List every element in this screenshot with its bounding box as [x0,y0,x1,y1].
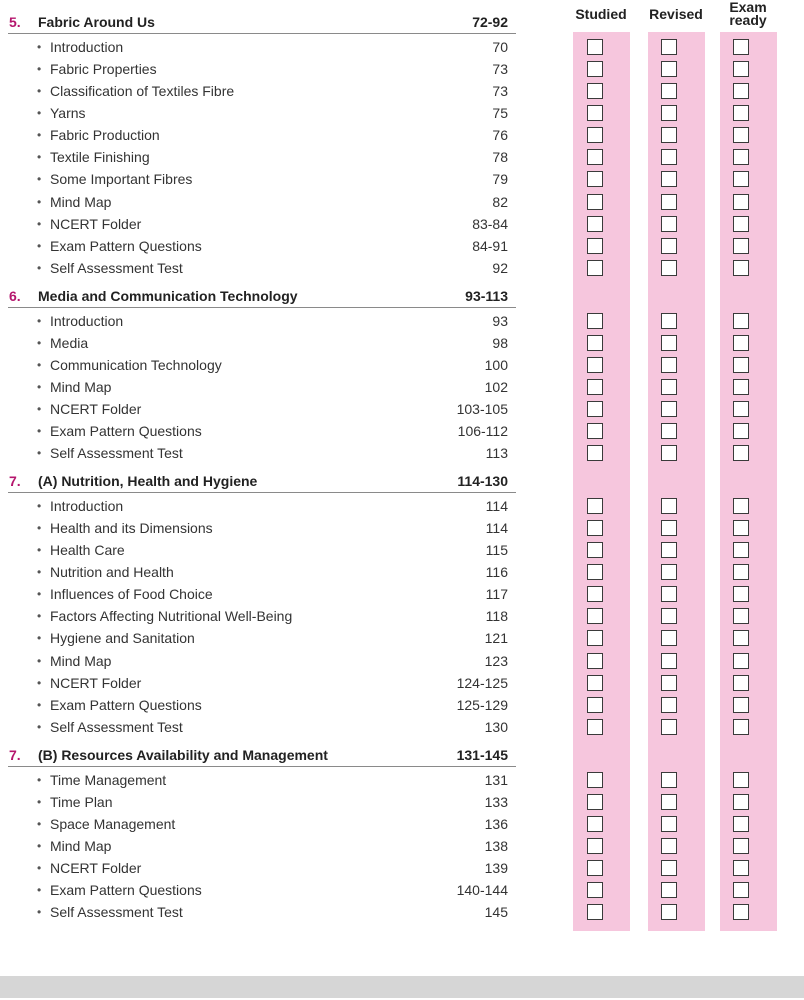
bullet-icon: • [37,402,42,417]
topic-page-number: 133 [484,793,508,810]
studied-checkbox[interactable] [587,445,603,461]
revised-checkbox[interactable] [661,675,677,691]
exam-ready-checkbox[interactable] [733,608,749,624]
topic-label: Introduction [50,312,124,329]
studied-checkbox[interactable] [587,520,603,536]
studied-checkbox[interactable] [587,586,603,602]
exam-ready-checkbox[interactable] [733,794,749,810]
revised-checkbox[interactable] [661,586,677,602]
topic-page-number: 123 [484,652,508,669]
revised-checkbox[interactable] [661,816,677,832]
exam-ready-checkbox[interactable] [733,904,749,920]
topic-page-number: 76 [492,127,508,144]
bullet-icon: • [37,335,42,350]
topic-page-number: 125-129 [456,696,508,713]
bullet-icon: • [37,83,42,98]
topic-label: NCERT Folder [50,674,142,691]
bullet-icon: • [37,794,42,809]
exam-ready-checkbox[interactable] [733,445,749,461]
bullet-icon: • [37,128,42,143]
revised-checkbox[interactable] [661,401,677,417]
exam-ready-checkbox[interactable] [733,860,749,876]
bullet-icon: • [37,357,42,372]
bullet-icon: • [37,446,42,461]
revised-checkbox[interactable] [661,423,677,439]
bullet-icon: • [37,61,42,76]
topic-label: Space Management [50,815,176,832]
exam-ready-checkbox[interactable] [733,772,749,788]
topic-label: Time Plan [50,793,113,810]
bullet-icon: • [37,172,42,187]
exam-ready-checkbox[interactable] [733,423,749,439]
topic-page-number: 138 [484,837,508,854]
topic-label: Factors Affecting Nutritional Well-Being [50,608,293,625]
exam-ready-checkbox[interactable] [733,105,749,121]
bullet-icon: • [37,39,42,54]
footer-bar [0,976,804,998]
topic-page-number: 124-125 [456,674,508,691]
revised-checkbox[interactable] [661,904,677,920]
revised-checkbox[interactable] [661,498,677,514]
topic-label: Influences of Food Choice [50,586,213,603]
topic-page-number: 130 [484,719,508,735]
section-number: 5. [9,14,21,30]
studied-checkbox[interactable] [587,216,603,232]
studied-checkbox[interactable] [587,882,603,898]
exam-ready-checkbox[interactable] [733,882,749,898]
revised-checkbox[interactable] [661,61,677,77]
bullet-icon: • [37,379,42,394]
exam-ready-checkbox[interactable] [733,697,749,713]
section-divider [8,492,516,493]
topic-label: Mind Map [50,652,112,669]
studied-checkbox[interactable] [587,772,603,788]
studied-checkbox[interactable] [587,171,603,187]
topic-label: Fabric Properties [50,60,157,77]
exam-ready-checkbox[interactable] [733,630,749,646]
bullet-icon: • [37,675,42,690]
exam-ready-checkbox[interactable] [733,401,749,417]
exam-ready-checkbox[interactable] [733,335,749,351]
exam-ready-checkbox[interactable] [733,357,749,373]
revised-checkbox[interactable] [661,542,677,558]
revised-checkbox[interactable] [661,379,677,395]
bullet-icon: • [37,587,42,602]
bullet-icon: • [37,498,42,513]
topic-page-number: 103-105 [456,401,508,418]
topic-page-number: 100 [484,356,508,373]
section-divider [8,33,516,34]
exam-ready-checkbox[interactable] [733,379,749,395]
topic-page-number: 115 [485,541,508,558]
section-pages: 131-145 [456,747,508,763]
studied-checkbox[interactable] [587,423,603,439]
bullet-icon: • [37,609,42,624]
topic-page-number: 136 [484,815,508,832]
studied-checkbox[interactable] [587,608,603,624]
studied-checkbox[interactable] [587,313,603,329]
section-divider [8,766,516,767]
topic-label: Time Management [50,771,167,788]
revised-checkbox[interactable] [661,794,677,810]
section-title: (A) Nutrition, Health and Hygiene [38,473,258,489]
topic-label: Health Care [50,541,125,558]
studied-checkbox[interactable] [587,260,603,276]
studied-checkbox[interactable] [587,83,603,99]
topic-label: Self Assessment Test [50,445,183,462]
bullet-icon: • [37,861,42,876]
column-header-exam-ready: Exam ready [729,0,767,28]
revised-checkbox[interactable] [661,838,677,854]
studied-checkbox[interactable] [587,630,603,646]
topic-label: Exam Pattern Questions [50,423,202,440]
bullet-icon: • [37,838,42,853]
studied-checkbox[interactable] [587,542,603,558]
topic-page-number: 106-112 [457,423,508,440]
exam-ready-checkbox[interactable] [733,564,749,580]
studied-checkbox[interactable] [587,904,603,920]
topic-label: Media [50,334,89,351]
studied-checkbox[interactable] [587,816,603,832]
bullet-icon: • [37,520,42,535]
revised-checkbox[interactable] [661,630,677,646]
revised-checkbox[interactable] [661,313,677,329]
studied-checkbox[interactable] [587,127,603,143]
topic-label: Mind Map [50,837,112,854]
section-pages: 114-130 [457,473,508,489]
topic-label: Mind Map [50,193,112,210]
topic-label: Self Assessment Test [50,904,183,921]
studied-checkbox[interactable] [587,149,603,165]
topic-page-number: 145 [484,904,508,921]
studied-checkbox[interactable] [587,401,603,417]
studied-checkbox[interactable] [587,794,603,810]
topic-label: Mind Map [50,378,112,395]
exam-ready-checkbox[interactable] [733,653,749,669]
studied-checkbox[interactable] [587,335,603,351]
section-title: Fabric Around Us [38,14,155,30]
bullet-icon: • [37,697,42,712]
studied-checkbox[interactable] [587,653,603,669]
topic-page-number: 79 [492,171,508,188]
topic-label: Nutrition and Health [50,563,174,580]
revised-checkbox[interactable] [661,719,677,735]
exam-ready-checkbox[interactable] [733,313,749,329]
topic-page-number: 117 [485,586,508,603]
studied-checkbox[interactable] [587,675,603,691]
topic-label: Hygiene and Sanitation [50,630,195,647]
revised-checkbox[interactable] [661,653,677,669]
topic-label: Self Assessment Test [50,260,183,276]
section-divider [8,307,516,308]
revised-checkbox[interactable] [661,520,677,536]
studied-checkbox[interactable] [587,238,603,254]
topic-page-number: 82 [492,193,508,210]
topic-page-number: 139 [484,860,508,877]
bullet-icon: • [37,194,42,209]
topic-label: Classification of Textiles Fibre [50,82,235,99]
topic-label: Self Assessment Test [50,719,183,735]
revised-checkbox[interactable] [661,357,677,373]
section-number: 7. [9,747,21,763]
exam-ready-checkbox[interactable] [733,127,749,143]
bullet-icon: • [37,313,42,328]
studied-checkbox[interactable] [587,194,603,210]
topic-page-number: 118 [485,608,508,625]
topic-label: Exam Pattern Questions [50,882,202,899]
topic-label: Introduction [50,38,124,55]
revised-checkbox[interactable] [661,105,677,121]
revised-checkbox[interactable] [661,127,677,143]
revised-checkbox[interactable] [661,860,677,876]
studied-checkbox[interactable] [587,838,603,854]
studied-checkbox[interactable] [587,697,603,713]
section-title: (B) Resources Availability and Management [38,747,328,763]
topic-page-number: 114 [485,519,508,536]
revised-checkbox[interactable] [661,772,677,788]
revised-checkbox[interactable] [661,149,677,165]
studied-checkbox[interactable] [587,357,603,373]
exam-ready-checkbox[interactable] [733,171,749,187]
bullet-icon: • [37,105,42,120]
exam-ready-checkbox[interactable] [733,61,749,77]
exam-ready-checkbox[interactable] [733,39,749,55]
topic-page-number: 83-84 [472,215,508,232]
studied-checkbox[interactable] [587,379,603,395]
topic-page-number: 98 [492,334,508,351]
topic-label: Fabric Production [50,127,160,144]
topic-page-number: 92 [492,260,508,276]
revised-checkbox[interactable] [661,171,677,187]
section-pages: 93-113 [465,288,508,304]
topic-page-number: 114 [485,497,508,514]
exam-ready-checkbox[interactable] [733,216,749,232]
exam-ready-checkbox[interactable] [733,149,749,165]
topic-label: NCERT Folder [50,215,142,232]
topic-page-number: 116 [485,563,508,580]
column-header-studied: Studied [575,6,627,22]
revised-checkbox[interactable] [661,564,677,580]
topic-label: Some Important Fibres [50,171,193,188]
revised-checkbox[interactable] [661,194,677,210]
section-number: 6. [9,288,21,304]
bullet-icon: • [37,216,42,231]
topic-page-number: 121 [484,630,508,647]
bullet-icon: • [37,772,42,787]
exam-ready-checkbox[interactable] [733,675,749,691]
revised-checkbox[interactable] [661,608,677,624]
exam-ready-checkbox[interactable] [733,83,749,99]
column-header-revised: Revised [649,6,703,22]
bullet-icon: • [37,883,42,898]
revised-checkbox[interactable] [661,216,677,232]
topic-label: Exam Pattern Questions [50,696,202,713]
exam-ready-checkbox[interactable] [733,498,749,514]
exam-ready-checkbox[interactable] [733,816,749,832]
bullet-icon: • [37,424,42,439]
exam-ready-checkbox[interactable] [733,719,749,735]
revised-checkbox[interactable] [661,697,677,713]
topic-label: Exam Pattern Questions [50,237,202,254]
topic-label: Yarns [50,104,86,121]
section-title: Media and Communication Technology [38,288,298,304]
studied-checkbox[interactable] [587,564,603,580]
bullet-icon: • [37,720,42,734]
topic-label: Introduction [50,497,124,514]
exam-ready-checkbox[interactable] [733,238,749,254]
studied-checkbox[interactable] [587,105,603,121]
topic-page-number: 73 [492,82,508,99]
topic-label: Textile Finishing [50,149,150,166]
studied-checkbox[interactable] [587,860,603,876]
topic-page-number: 78 [492,149,508,166]
topic-page-number: 70 [492,38,508,55]
topic-label: Health and its Dimensions [50,519,213,536]
topic-page-number: 102 [484,378,508,395]
revised-checkbox[interactable] [661,882,677,898]
topic-page-number: 84-91 [472,237,508,254]
exam-ready-checkbox[interactable] [733,260,749,276]
bullet-icon: • [37,653,42,668]
bullet-icon: • [37,905,42,920]
topic-label: NCERT Folder [50,401,142,418]
revised-checkbox[interactable] [661,260,677,276]
topic-page-number: 113 [485,445,508,462]
revised-checkbox[interactable] [661,335,677,351]
exam-ready-checkbox[interactable] [733,586,749,602]
bullet-icon: • [37,631,42,646]
revised-checkbox[interactable] [661,83,677,99]
bullet-icon: • [37,542,42,557]
studied-checkbox[interactable] [587,498,603,514]
bullet-icon: • [37,564,42,579]
topic-page-number: 73 [492,60,508,77]
exam-ready-checkbox[interactable] [733,194,749,210]
topic-page-number: 140-144 [456,882,508,899]
exam-ready-checkbox[interactable] [733,542,749,558]
topic-page-number: 75 [492,104,508,121]
section-pages: 72-92 [472,14,508,30]
topic-page-number: 93 [492,312,508,329]
bullet-icon: • [37,816,42,831]
studied-checkbox[interactable] [587,39,603,55]
exam-ready-checkbox[interactable] [733,520,749,536]
revised-checkbox[interactable] [661,39,677,55]
topic-label: Communication Technology [50,356,222,373]
bullet-icon: • [37,261,42,275]
exam-ready-checkbox[interactable] [733,838,749,854]
topic-label: NCERT Folder [50,860,142,877]
studied-checkbox[interactable] [587,719,603,735]
studied-checkbox[interactable] [587,61,603,77]
revised-checkbox[interactable] [661,238,677,254]
section-number: 7. [9,473,21,489]
bullet-icon: • [37,238,42,253]
revised-checkbox[interactable] [661,445,677,461]
bullet-icon: • [37,150,42,165]
topic-page-number: 131 [484,771,508,788]
